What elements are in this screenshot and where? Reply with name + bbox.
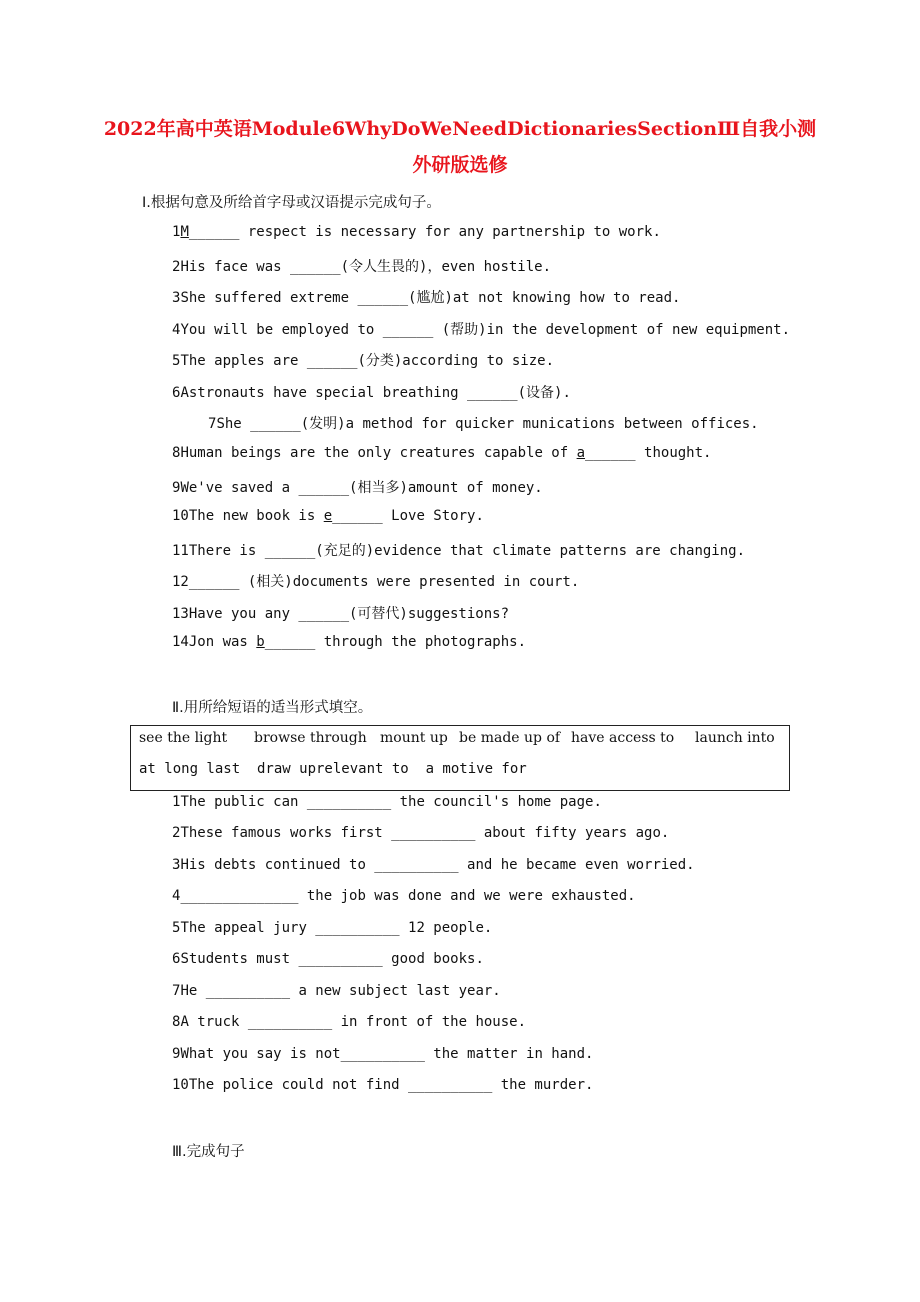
- phrase-mount-up: mount up: [380, 730, 448, 746]
- s1-item-4: 4You will be employed to ______ (帮助)in the development of new equipment.: [172, 322, 791, 338]
- s2-item-8: 8A truck __________ in front of the house.: [172, 1014, 527, 1030]
- s2-item-4: 4______________ the job was done and we were exhausted.: [172, 888, 636, 904]
- phrase-launch-into: launch into: [695, 730, 775, 746]
- phrase-be-made-up-of: be made up of: [459, 730, 561, 746]
- s1-item-11: 11There is ______(充足的)evidence that climate patterns are changing.: [172, 543, 746, 559]
- s1-item-9: 9We've saved a ______(相当多)amount of money.: [172, 480, 543, 496]
- section-1-heading: Ⅰ.根据句意及所给首字母或汉语提示完成句子。: [142, 195, 441, 211]
- s1-item-2: 2His face was ______(令人生畏的)，even hostile.: [172, 259, 552, 275]
- section-2-heading: Ⅱ.用所给短语的适当形式填空。: [172, 700, 373, 716]
- phrase-row-2: at long last draw uprelevant to a motive for: [139, 761, 527, 777]
- section-3-heading: Ⅲ.完成句子: [172, 1144, 245, 1160]
- phrase-see-the-light: see the light: [139, 730, 228, 746]
- s2-item-6: 6Students must __________ good books.: [172, 951, 484, 967]
- phrase-have-access-to: have access to: [571, 730, 675, 746]
- s2-item-2: 2These famous works first __________ about fifty years ago.: [172, 825, 670, 841]
- s2-item-5: 5The appeal jury __________ 12 people.: [172, 920, 493, 936]
- s2-item-10: 10The police could not find __________ the murder.: [172, 1077, 594, 1093]
- s2-item-9: 9What you say is not__________ the matter in hand.: [172, 1046, 594, 1062]
- s2-item-3: 3His debts continued to __________ and he became even worried.: [172, 857, 695, 873]
- s1-item-6: 6Astronauts have special breathing ______(设备).: [172, 385, 571, 401]
- s2-item-7: 7He __________ a new subject last year.: [172, 983, 501, 999]
- document-title-line-1: 2022年高中英语Module6WhyDoWeNeedDictionariesSectionⅢ自我小测: [103, 118, 817, 140]
- s2-item-1: 1The public can __________ the council's home page.: [172, 794, 602, 810]
- s1-item-1: 1M______ respect is necessary for any partnership to work.: [172, 224, 661, 240]
- document-title-line-2: 外研版选修: [412, 154, 508, 176]
- s1-item-8: 8Human beings are the only creatures capable of a______ thought.: [172, 445, 712, 461]
- phrase-browse-through: browse through: [254, 730, 367, 746]
- s1-item-5: 5The apples are ______(分类)according to size.: [172, 353, 555, 369]
- s1-item-3: 3She suffered extreme ______(尴尬)at not knowing how to read.: [172, 290, 681, 306]
- s1-item-14: 14Jon was b______ through the photographs.: [172, 634, 527, 650]
- s1-item-12: 12______ (相关)documents were presented in court.: [172, 574, 580, 590]
- s1-item-10: 10The new book is e______ Love Story.: [172, 508, 484, 524]
- s1-item-13: 13Have you any ______(可替代)suggestions?: [172, 606, 510, 622]
- s1-item-7: 7She ______(发明)a method for quicker munications between offices.: [208, 416, 759, 432]
